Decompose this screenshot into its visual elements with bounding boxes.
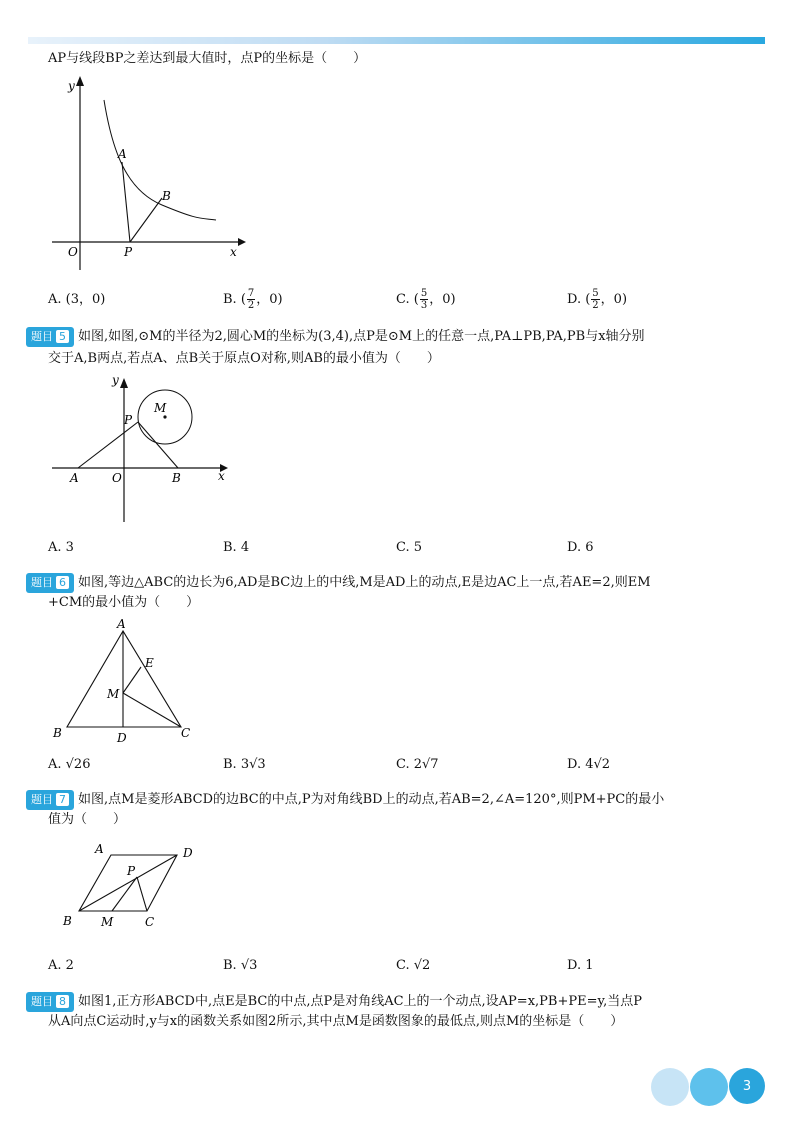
q7-badge: 题目 7 [26, 790, 74, 810]
q4-stem: AP与线段BP之差达到最大值时，点P的坐标是（ ） [48, 51, 367, 66]
q6-choice-c[interactable]: C. 2√7 [396, 757, 439, 772]
q5-choice-d[interactable]: D. 6 [567, 540, 594, 555]
q5-label-y: y [112, 373, 119, 387]
q4-label-B: B [162, 189, 171, 203]
q8-line2: 从A向点C运动时,y与x的函数关系如图2所示,其中点M是函数图象的最低点,则点M的坐标是（ ） [48, 1014, 624, 1029]
q5-choice-a[interactable]: A. 3 [48, 540, 74, 555]
q6-label-D: D [117, 731, 127, 745]
q4-choice-d[interactable]: D. ( $\frac{5}{2}$ ，0) [567, 288, 628, 311]
q7-label-C: C [145, 915, 155, 929]
footer-circle-medium [690, 1068, 728, 1106]
q7-label-P: P [127, 864, 136, 878]
q7-choice-d[interactable]: D. 1 [567, 958, 594, 973]
q6-choice-a[interactable]: A. √26 [48, 757, 91, 772]
q7-line2: 值为（ ） [48, 812, 127, 827]
q8-badge: 题目 8 [26, 992, 74, 1012]
q6-label-A: A [117, 617, 126, 631]
header-gradient-bar [28, 37, 765, 44]
q7-label-A: A [95, 842, 104, 856]
q6-choice-b[interactable]: B. 3√3 [223, 757, 266, 772]
q4-choice-a[interactable]: A. (3，0) [48, 292, 106, 307]
q6-label-M: M [107, 687, 120, 701]
q4-choice-b[interactable]: B. ( $\frac{7}{2}$ ，0) [223, 288, 283, 311]
q5-label-A: A [70, 471, 79, 485]
q7-figure [55, 835, 225, 935]
q5-label-B: B [172, 471, 181, 485]
page-number: 3 [729, 1068, 765, 1104]
q7-line1: 题目 7 如图,点M是菱形ABCD的边BC的中点,P为对角线BD上的动点,若AB=2,∠A=120°,则PM+PC的最小 [26, 790, 664, 810]
q5-label-M: M [154, 401, 167, 415]
q5-badge: 题目 5 [26, 327, 74, 347]
q6-label-E: E [145, 656, 154, 670]
q7-choice-c[interactable]: C. √2 [396, 958, 431, 973]
q7-label-B: B [63, 914, 72, 928]
q6-figure [45, 615, 215, 750]
q5-choice-c[interactable]: C. 5 [396, 540, 423, 555]
q7-choice-a[interactable]: A. 2 [48, 958, 74, 973]
q7-choice-b[interactable]: B. √3 [223, 958, 258, 973]
q8-line1: 题目 8 如图1,正方形ABCD中,点E是BC的中点,点P是对角线AC上的一个动点,设AP=x,PB+PE=y,当点P [26, 992, 642, 1012]
q4-figure [40, 70, 260, 280]
q6-line1: 题目 6 如图,等边△ABC的边长为6,AD是BC边上的中线,M是AD上的动点,E是边AC上一点,若AE=2,则EM [26, 573, 651, 593]
q4-label-P: P [124, 245, 133, 259]
q5-figure [40, 370, 240, 530]
q5-line1: 题目 5 如图,如图,⊙M的半径为2,圆心M的坐标为(3,4),点P是⊙M上的任意一点,PA⊥PB,PA,PB与x轴分别 [26, 327, 645, 347]
q5-label-x: x [218, 469, 225, 483]
q7-label-D: D [183, 846, 193, 860]
q7-label-M: M [101, 915, 114, 929]
q6-choice-d[interactable]: D. 4√2 [567, 757, 611, 772]
q5-label-O: O [112, 471, 122, 485]
q4-label-x: x [230, 245, 237, 259]
q6-label-B: B [53, 726, 62, 740]
q5-label-P: P [124, 413, 133, 427]
q5-choice-b[interactable]: B. 4 [223, 540, 250, 555]
q6-line2: +CM的最小值为（ ） [48, 595, 200, 610]
q4-label-y: y [68, 79, 75, 93]
q4-label-O: O [68, 245, 78, 259]
q5-line2: 交于A,B两点,若点A、点B关于原点O对称,则AB的最小值为（ ） [48, 351, 440, 366]
q6-label-C: C [181, 726, 191, 740]
q6-badge: 题目 6 [26, 573, 74, 593]
q4-choice-c[interactable]: C. ( $\frac{5}{3}$ ，0) [396, 288, 456, 311]
q4-label-A: A [118, 147, 127, 161]
footer-circle-light [651, 1068, 689, 1106]
